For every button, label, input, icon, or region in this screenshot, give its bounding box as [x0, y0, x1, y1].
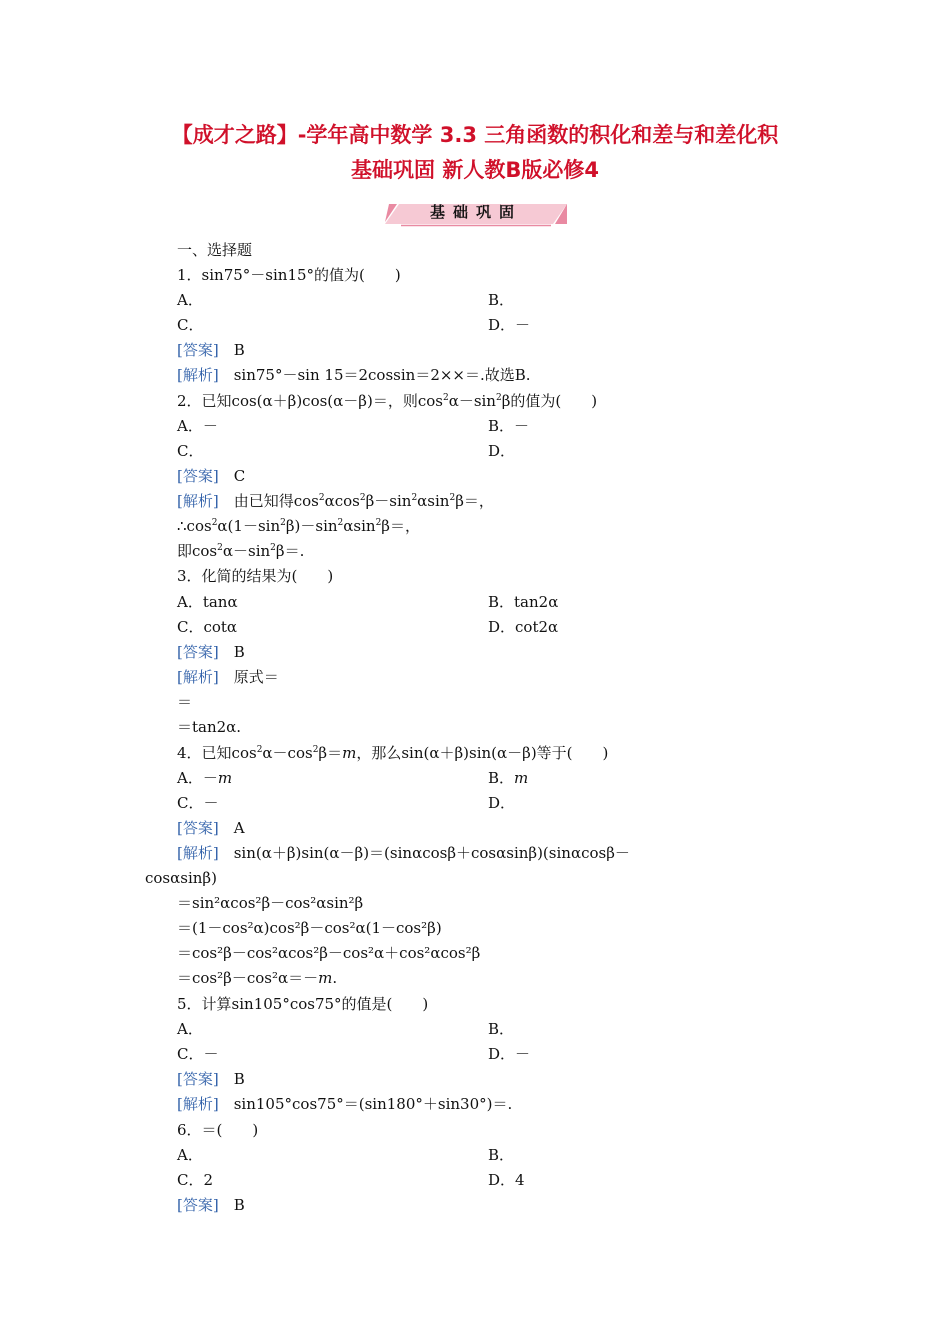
q3-option-c: C．cotα: [177, 618, 238, 636]
q6-answer: [177, 1195, 245, 1215]
answer-tag: [答案]: [177, 819, 219, 837]
q4-answer: [177, 818, 245, 838]
q3-analysis-line3: ＝tan2α.: [177, 718, 242, 736]
analysis-tag: [解析]: [177, 492, 219, 510]
q3-answer-value: B: [233, 643, 245, 661]
q2-answer-value: C: [233, 467, 246, 485]
q3-answer: [177, 642, 245, 662]
q1-answer: [177, 340, 245, 360]
q5-analysis-text: sin105°cos75°＝(sin180°＋sin30°)＝.: [233, 1095, 513, 1113]
answer-tag: [答案]: [177, 1070, 219, 1088]
q2-answer: [177, 466, 245, 486]
q4-stem: 4．已知$\cos^2\alpha-\cos^2\beta=m$，那么sin(α＋β)sin(α－β)等于( ): [177, 744, 609, 762]
q6-option-a: A．: [177, 1146, 203, 1164]
q1-option-b: B．: [488, 291, 515, 309]
analysis-tag: [解析]: [177, 844, 219, 862]
answer-tag: [答案]: [177, 467, 219, 485]
analysis-tag: [解析]: [177, 366, 219, 384]
q3-analysis: [177, 667, 279, 687]
q4-option-d: D．: [488, 794, 516, 812]
q6-stem: 6．＝( ): [177, 1121, 259, 1139]
q1-analysis-text: sin75°－sin 15＝2cossin＝2××＝.故选B.: [233, 366, 531, 384]
q4-analysis-line1b: cosαsinβ): [145, 869, 217, 887]
section-heading: 一、选择题: [177, 241, 253, 259]
q3-analysis-text: 原式＝: [233, 668, 279, 686]
answer-tag: [答案]: [177, 1196, 219, 1214]
q4-option-c: C．－: [177, 794, 219, 812]
q4-answer-value: A: [233, 819, 245, 837]
q5-option-c: C．－: [177, 1045, 219, 1063]
q2-stem: 2．已知cos(α＋β)cos(α－β)＝，则$\cos^2\alpha-\sin^2\beta$的值为( ): [177, 392, 598, 410]
section-banner: [385, 200, 567, 228]
q6-option-b: B．: [488, 1146, 515, 1164]
q2-analysis: [解析] 由已知得$\cos^2\alpha\cos^2\beta-\sin^2\alpha\sin^2\beta=$，: [177, 492, 494, 510]
q4-analysis-line4: ＝cos²β－cos²αcos²β－cos²α＋cos²αcos²β: [177, 944, 481, 962]
q5-analysis: [177, 1094, 512, 1114]
q5-option-d: D．－: [488, 1045, 531, 1063]
q1-answer-value: B: [233, 341, 245, 359]
q3-option-d: D．cot2α: [488, 618, 559, 636]
q5-answer-value: B: [233, 1070, 245, 1088]
q2-option-b: B．－: [488, 417, 530, 435]
banner-label: 基础巩固: [429, 203, 522, 221]
document-title-line1: 【成才之路】-学年高中数学 3.3 三角函数的积化和差与和差化积: [171, 123, 779, 147]
q4-option-b: B．m: [488, 769, 529, 787]
q4-option-a: A．－m: [177, 769, 233, 787]
q4-analysis-line5: ＝cos²β－cos²α＝－m.: [177, 969, 338, 987]
q3-option-a: A．tanα: [177, 593, 238, 611]
q1-option-a: A．: [177, 291, 203, 309]
analysis-tag: [解析]: [177, 1095, 219, 1113]
q4-analysis-text: sin(α＋β)sin(α－β)＝(sinαcosβ＋cosαsinβ)(sinαcosβ－: [233, 844, 630, 862]
answer-tag: [答案]: [177, 643, 219, 661]
q2-option-a: A．－: [177, 417, 218, 435]
q1-option-c: C．: [177, 316, 204, 334]
q1-stem: 1．sin75°－sin15°的值为( ): [177, 266, 401, 284]
q5-answer: [177, 1069, 245, 1089]
q6-option-c: C．2: [177, 1171, 214, 1189]
q4-analysis: [177, 843, 630, 863]
q5-option-b: B．: [488, 1020, 515, 1038]
answer-tag: [答案]: [177, 341, 219, 359]
q3-option-b: B．tan2α: [488, 593, 559, 611]
q3-analysis-line2: ＝: [177, 693, 193, 711]
analysis-tag: [解析]: [177, 668, 219, 686]
q4-analysis-line3: ＝(1－cos²α)cos²β－cos²α(1－cos²β): [177, 919, 442, 937]
document-title-line2: 基础巩固 新人教B版必修4: [351, 158, 599, 182]
q2-analysis-line2: $\therefore\cos^2\alpha(1-\sin^2\beta)-\sin^2\alpha\sin^2\beta=$，: [177, 517, 420, 535]
q2-option-d: D．: [488, 442, 516, 460]
q2-analysis-line3: 即$\cos^2\alpha-\sin^2\beta=$.: [177, 542, 305, 560]
q1-option-d: D．－: [488, 316, 531, 334]
q6-option-d: D．4: [488, 1171, 525, 1189]
q6-answer-value: B: [233, 1196, 245, 1214]
q2-option-c: C．: [177, 442, 204, 460]
q3-stem: 3．化简的结果为( ): [177, 567, 334, 585]
q5-option-a: A．: [177, 1020, 203, 1038]
q4-analysis-line2: ＝sin²αcos²β－cos²αsin²β: [177, 894, 364, 912]
q1-analysis: [177, 365, 531, 385]
q5-stem: 5．计算sin105°cos75°的值是( ): [177, 995, 429, 1013]
